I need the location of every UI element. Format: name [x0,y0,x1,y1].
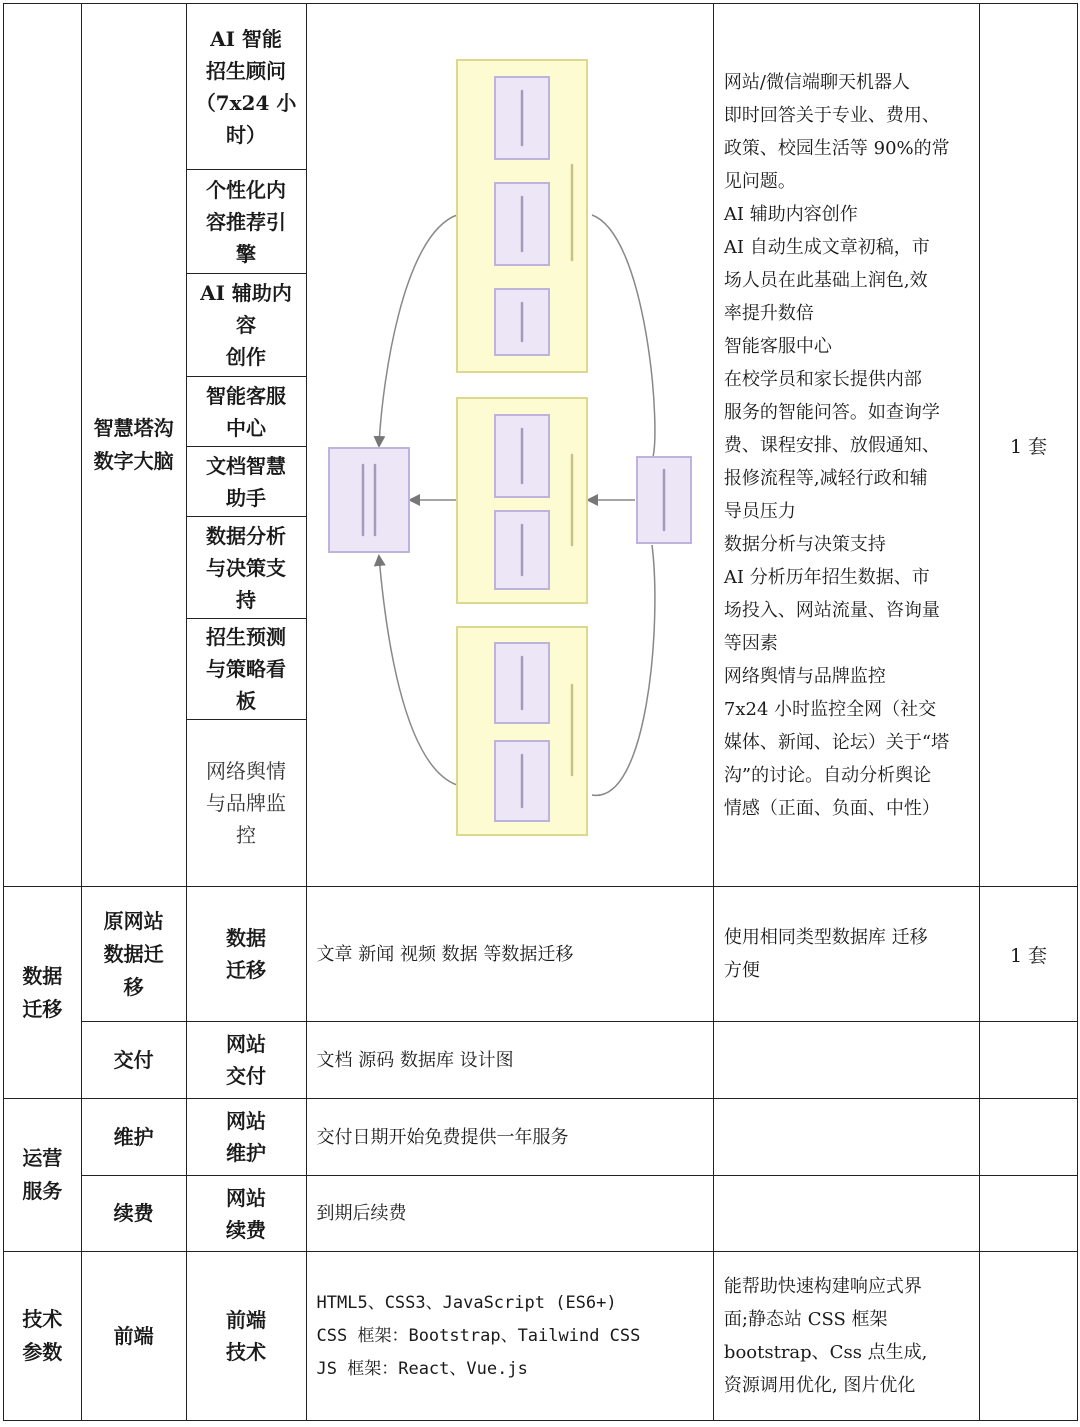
table-row [4,1176,1078,1252]
submodule-line: AI 智能 [210,26,282,51]
description-line: AI 辅助内容创作 [723,203,858,225]
description-line: 服务的智能问答。如查询学 [723,401,940,423]
module-line: 原网站 [103,908,164,933]
submodule-cell [186,4,306,170]
quantity-cell-empty [980,1099,1078,1176]
category-line: 参数 [22,1340,63,1364]
quantity-value: 1 套 [1010,944,1048,967]
content-line: JS 框架：React、Vue.js [316,1358,528,1379]
note-line: bootstrap、Css 点生成, [723,1342,928,1363]
brain-description-cell [713,4,979,887]
module-line: 移 [123,974,144,999]
connector-line [592,215,655,460]
submodule-line: 容 [236,313,257,337]
submodule-line: 中心 [226,415,267,440]
category-line: 运营 [22,1146,63,1170]
note-cell-empty [713,1099,979,1176]
quantity-value: 1 套 [1010,435,1048,458]
submodule-line: 网站 [226,1032,267,1056]
submodule-line: 与决策支 [206,555,287,580]
submodule-line: 技术 [226,1340,267,1364]
connector-arrow [379,215,457,445]
submodule-cell [186,377,306,447]
quantity-cell [980,4,1078,887]
submodule-line: 容推荐引 [206,209,287,234]
submodule-line: 网络舆情 [206,759,287,783]
submodule-line: 前端 [226,1308,267,1332]
module-line: 续费 [113,1201,154,1225]
submodule-line: 板 [236,689,257,713]
note-cell-empty [713,1176,979,1252]
note-line: 方便 [723,960,760,981]
submodule-line: 与品牌监 [206,791,287,815]
submodule-line: 文档智慧 [206,453,287,478]
note-cell [713,1252,979,1421]
description-line: 见问题。 [723,170,796,192]
description-line: 媒体、新闻、论坛）关于“塔 [723,731,950,753]
module-cell [81,887,186,1022]
table-row [4,1022,1078,1099]
description-line: 在校学员和家长提供内部 [723,368,922,390]
category-cell-operations [4,1099,82,1252]
category-line: 服务 [22,1179,63,1203]
module-cell [81,1099,186,1176]
quantity-cell-empty [980,1176,1078,1252]
note-line: 使用相同类型数据库 迁移 [723,927,928,948]
submodule-line: 网站 [226,1109,267,1133]
description-line: 场人员在此基础上润色,效 [723,269,928,291]
submodule-line: AI 辅助内 [200,281,292,305]
category-cell-tech [4,1252,82,1421]
submodule-cell [186,274,306,377]
module-line: 前端 [113,1323,154,1348]
category-cell-empty [4,4,82,887]
submodule-line: 持 [236,587,257,612]
submodule-cell [186,1099,306,1176]
note-line: 面;静态站 CSS 框架 [723,1309,888,1330]
description-line: 情感（正面、负面、中性） [723,797,940,819]
submodule-line: 网站 [226,1185,267,1210]
description-line: 沟”的讨论。自动分析舆论 [723,764,932,786]
submodule-cell [186,447,306,517]
note-cell [713,887,979,1022]
submodule-line: 助手 [226,485,267,510]
submodule-cell [186,1252,306,1421]
diagram-node-output [329,448,409,552]
submodule-cell [186,887,306,1022]
category-line: 迁移 [22,996,63,1021]
description-line: AI 分析历年招生数据、市 [723,566,930,588]
submodule-cell [186,170,306,274]
quantity-cell [980,887,1078,1022]
architecture-diagram [307,5,711,885]
submodule-line: 与策略看 [206,657,287,681]
description-line: 网络舆情与品牌监控 [723,665,886,687]
content-line: HTML5、CSS3、JavaScript (ES6+) [316,1292,617,1313]
submodule-cell [186,517,306,619]
module-label: 智慧塔沟数字大脑 [93,416,174,473]
spec-table [3,3,1078,1421]
description-line: 场投入、网站流量、咨询量 [723,599,940,621]
description-line: 政策、校园生活等 90%的常 [723,137,950,159]
content-cell [306,1252,713,1421]
table-row [4,1252,1078,1421]
description-line: 网站/微信端聊天机器人 [723,71,910,93]
description-line: 等因素 [723,632,778,654]
table-row [4,1099,1078,1176]
note-line: 资源调用优化, 图片优化 [723,1375,916,1396]
content-cell [306,1099,713,1176]
category-line: 技术 [22,1307,63,1331]
description-line: AI 自动生成文章初稿，市 [723,236,930,258]
content-text: 到期后续费 [316,1203,407,1224]
submodule-line: 创作 [226,345,267,369]
submodule-line: 续费 [226,1217,267,1242]
description-line: 即时回答关于专业、费用、 [723,104,940,126]
content-line: CSS 框架：Bootstrap、Tailwind CSS [316,1325,641,1346]
quantity-cell-empty [980,1252,1078,1421]
module-line: 维护 [113,1124,154,1149]
description-line: 报修流程等,减轻行政和辅 [723,467,928,489]
submodule-line: 招生顾问 [206,58,287,83]
description-line: 智能客服中心 [723,335,832,357]
submodule-line: 擎 [236,241,257,266]
architecture-diagram-cell [306,4,713,887]
submodule-line: 数据分析 [206,523,287,548]
submodule-line: 维护 [226,1141,267,1165]
submodule-line: 迁移 [226,958,267,982]
content-text: 文章 新闻 视频 数据 等数据迁移 [316,943,574,965]
submodule-line: 控 [236,823,257,847]
table-row [4,4,1078,170]
connector-line [592,545,655,795]
content-cell [306,1022,713,1099]
category-cell-migration [4,887,82,1099]
submodule-line: 智能客服 [206,383,287,408]
description-line: 7x24 小时监控全网（社交 [723,698,937,720]
submodule-line: 招生预测 [206,625,287,649]
module-cell [81,1022,186,1099]
submodule-line: 时） [226,122,267,147]
module-cell-digital-brain [81,4,186,887]
module-cell [81,1252,186,1421]
description-line: 费、课程安排、放假通知、 [723,434,940,456]
submodule-line: 数据 [226,926,267,950]
description-line: 导员压力 [723,500,796,522]
submodule-cell [186,1176,306,1252]
quantity-cell-empty [980,1022,1078,1099]
submodule-line: 个性化内 [206,177,287,202]
module-cell [81,1176,186,1252]
description-line: 率提升数倍 [723,302,814,324]
connector-arrow [379,557,457,785]
submodule-cell [186,619,306,720]
submodule-cell [186,720,306,887]
content-text: 交付日期开始免费提供一年服务 [316,1126,569,1148]
module-line: 交付 [113,1047,154,1072]
submodule-line: 交付 [226,1064,267,1088]
category-line: 数据 [22,963,63,988]
note-line: 能帮助快速构建响应式界 [723,1276,922,1297]
content-text: 文档 源码 数据库 设计图 [316,1049,514,1071]
content-cell [306,887,713,1022]
submodule-line: （7x24 小 [195,90,297,115]
description-line: 数据分析与决策支持 [723,533,886,555]
module-line: 数据迁 [103,941,164,966]
submodule-cell [186,1022,306,1099]
note-cell-empty [713,1022,979,1099]
table-row [4,887,1078,1022]
content-cell [306,1176,713,1252]
